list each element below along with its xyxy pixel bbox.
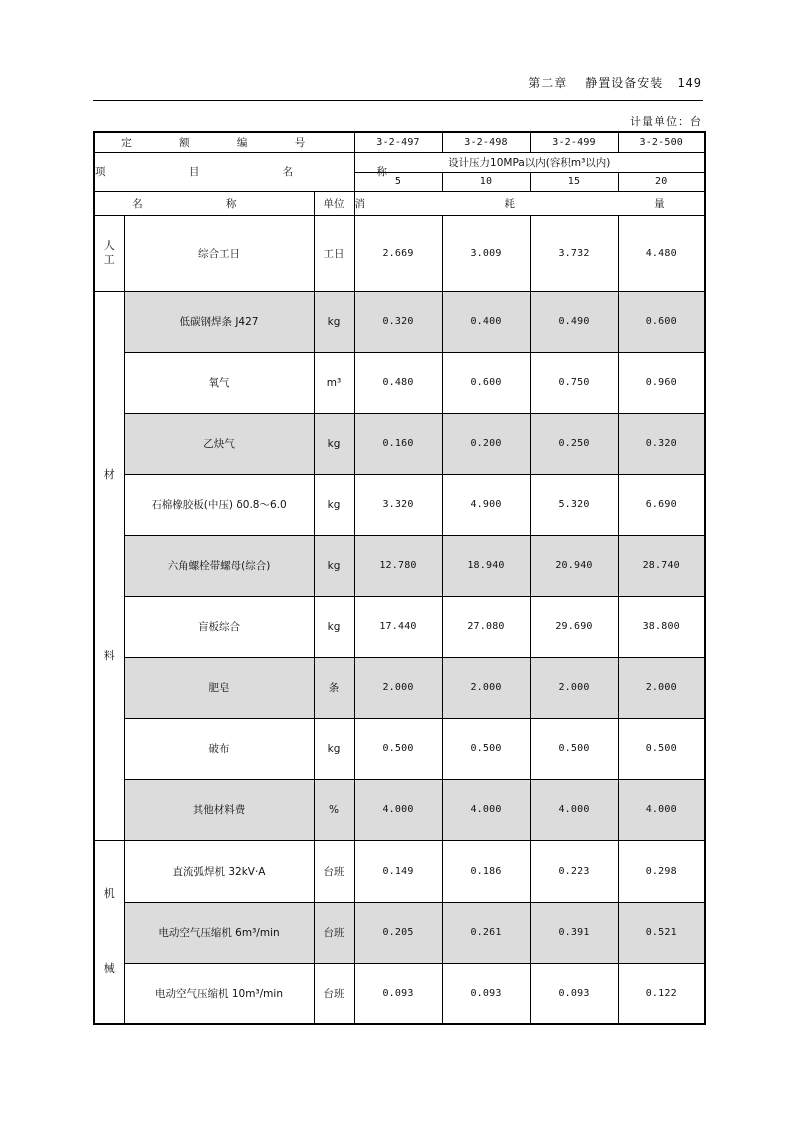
value-cell: 2.000 [442, 657, 530, 718]
value-cell: 0.149 [354, 840, 442, 902]
value-cell: 6.690 [618, 474, 705, 535]
value-cell: 2.000 [618, 657, 705, 718]
quota-table [93, 131, 733, 1025]
item-unit: kg [314, 596, 354, 657]
value-cell: 0.320 [618, 413, 705, 474]
value-cell: 5.320 [530, 474, 618, 535]
value-cell: 0.298 [618, 840, 705, 902]
value-cell: 0.093 [530, 963, 618, 1024]
design-pressure-label: 设计压力10MPa以内(容积m³以内) [354, 152, 705, 172]
table-row [94, 474, 705, 535]
value-cell: 2.000 [354, 657, 442, 718]
item-unit: 台班 [314, 902, 354, 963]
value-cell: 28.740 [618, 535, 705, 596]
value-cell: 3.009 [442, 215, 530, 291]
table-row [94, 291, 705, 352]
table-row [94, 718, 705, 779]
value-cell: 0.480 [354, 352, 442, 413]
section-title: 静置设备安装 [585, 76, 664, 90]
value-cell: 4.900 [442, 474, 530, 535]
value-cell: 0.160 [354, 413, 442, 474]
header-rule [93, 100, 703, 101]
item-unit: kg [314, 718, 354, 779]
table-row [94, 657, 705, 718]
value-cell: 4.000 [530, 779, 618, 840]
value-cell: 0.205 [354, 902, 442, 963]
item-name: 低碳钢焊条 J427 [124, 291, 314, 352]
value-cell: 3.320 [354, 474, 442, 535]
table-row [94, 963, 705, 1024]
item-name: 石棉橡胶板(中压) δ0.8～6.0 [124, 474, 314, 535]
table-row [94, 535, 705, 596]
value-cell: 0.122 [618, 963, 705, 1024]
value-cell: 29.690 [530, 596, 618, 657]
item-unit: 台班 [314, 963, 354, 1024]
item-name: 破布 [124, 718, 314, 779]
item-name: 氧气 [124, 352, 314, 413]
value-cell: 2.000 [530, 657, 618, 718]
value-cell: 0.500 [530, 718, 618, 779]
item-name: 其他材料费 [124, 779, 314, 840]
value-cell: 4.480 [618, 215, 705, 291]
chapter-title: 第二章 [528, 76, 568, 90]
page-number: 149 [677, 76, 702, 90]
item-name: 盲板综合 [124, 596, 314, 657]
value-cell: 0.521 [618, 902, 705, 963]
quota-number-cell: 3-2-498 [442, 132, 530, 152]
table-row [94, 840, 705, 902]
value-cell: 20.940 [530, 535, 618, 596]
item-unit: kg [314, 291, 354, 352]
value-cell: 0.223 [530, 840, 618, 902]
table-row [94, 902, 705, 963]
volume-cell: 20 [618, 172, 705, 191]
name-column-header: 名 称 [94, 191, 314, 215]
item-unit: kg [314, 474, 354, 535]
unit-column-header: 单位 [314, 191, 354, 215]
quota-number-cell: 3-2-497 [354, 132, 442, 152]
value-cell: 0.960 [618, 352, 705, 413]
item-unit: % [314, 779, 354, 840]
value-cell: 0.750 [530, 352, 618, 413]
table-row [94, 596, 705, 657]
value-cell: 0.200 [442, 413, 530, 474]
value-cell: 0.320 [354, 291, 442, 352]
value-cell: 0.500 [354, 718, 442, 779]
quota-number-cell: 3-2-500 [618, 132, 705, 152]
value-cell: 0.500 [442, 718, 530, 779]
value-cell: 12.780 [354, 535, 442, 596]
pressure-row [94, 152, 705, 172]
consumption-column-header: 消 耗 量 [354, 191, 705, 215]
volume-cell: 5 [354, 172, 442, 191]
value-cell: 0.600 [618, 291, 705, 352]
category-material: 材 料 [94, 291, 124, 840]
item-name: 六角螺栓带螺母(综合) [124, 535, 314, 596]
value-cell: 0.186 [442, 840, 530, 902]
value-cell: 17.440 [354, 596, 442, 657]
item-name: 乙炔气 [124, 413, 314, 474]
item-unit: 工日 [314, 215, 354, 291]
value-cell: 3.732 [530, 215, 618, 291]
table-row [94, 779, 705, 840]
category-labor: 人 工 [94, 215, 124, 291]
table-row [94, 215, 705, 291]
value-cell: 18.940 [442, 535, 530, 596]
value-cell: 27.080 [442, 596, 530, 657]
item-unit: 条 [314, 657, 354, 718]
item-name-label: 项 目 名 称 [94, 152, 354, 191]
item-name: 直流弧焊机 32kV·A [124, 840, 314, 902]
page-header [528, 74, 702, 91]
item-name: 肥皂 [124, 657, 314, 718]
value-cell: 0.261 [442, 902, 530, 963]
value-cell: 0.600 [442, 352, 530, 413]
value-cell: 0.093 [354, 963, 442, 1024]
item-unit: 台班 [314, 840, 354, 902]
unit-note: 计量单位：台 [630, 115, 702, 128]
quota-number-row [94, 132, 705, 152]
volume-cell: 15 [530, 172, 618, 191]
item-name: 电动空气压缩机 6m³/min [124, 902, 314, 963]
quota-number-label: 定 额 编 号 [94, 132, 354, 152]
item-name: 综合工日 [124, 215, 314, 291]
value-cell: 0.093 [442, 963, 530, 1024]
value-cell: 0.400 [442, 291, 530, 352]
value-cell: 38.800 [618, 596, 705, 657]
value-cell: 0.500 [618, 718, 705, 779]
item-unit: m³ [314, 352, 354, 413]
value-cell: 4.000 [354, 779, 442, 840]
quota-number-cell: 3-2-499 [530, 132, 618, 152]
value-cell: 0.391 [530, 902, 618, 963]
item-unit: kg [314, 535, 354, 596]
value-cell: 2.669 [354, 215, 442, 291]
volume-cell: 10 [442, 172, 530, 191]
table-row [94, 352, 705, 413]
item-unit: kg [314, 413, 354, 474]
table-row [94, 413, 705, 474]
item-name: 电动空气压缩机 10m³/min [124, 963, 314, 1024]
column-header-row [94, 191, 705, 215]
value-cell: 4.000 [618, 779, 705, 840]
category-machinery: 机 械 [94, 840, 124, 1024]
value-cell: 0.250 [530, 413, 618, 474]
value-cell: 4.000 [442, 779, 530, 840]
value-cell: 0.490 [530, 291, 618, 352]
